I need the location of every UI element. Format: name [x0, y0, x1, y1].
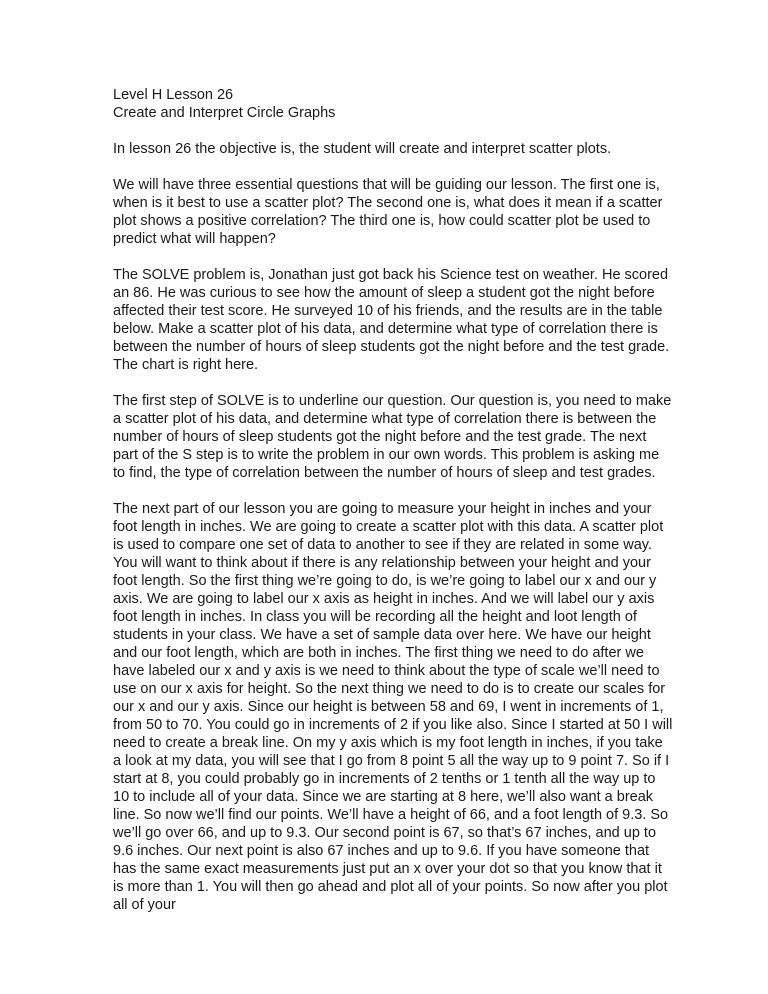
- lesson-title: Level H Lesson 26: [113, 87, 234, 103]
- paragraph-objective: In lesson 26 the objective is, the student will create and interpret scatter plots.: [113, 141, 612, 157]
- paragraph-solve-problem: The SOLVE problem is, Jonathan just got back his Science test on weather. He scored an 86. He was curious to see how the amount of sleep a student got the night before affected their test score. He surveyed 10 of his friends, and the results are in the table below. Make a scatter plot of his data, and determine what type of correlation there is between the number of hours of sleep students got the night before and the test grade. The chart is right here.: [113, 267, 670, 373]
- paragraph-essential-questions: We will have three essential questions that will be guiding our lesson. The first one is, when is it best to use a scatter plot? The second one is, what does it mean if a scatter plot shows a positive correlation? The third one is, how could scatter plot be used to predict what will happen?: [113, 177, 663, 247]
- paragraph-scatter-plot-activity: The next part of our lesson you are going to measure your height in inches and your foot length in inches. We are going to create a scatter plot with this data. A scatter plot is used to compare one set of data to another to see if they are related in some way. You will want to think about if there is any relationship between your height and your foot length. So the first thing we’re going to do, is we’re going to label our x and our y axis. We are going to label our x axis as height in inches. And we will label our y axis foot length in inches. In class you will be recording all the height and loot length of students in your class. We have a set of sample data over here. We have our height and our foot length, which are both in inches. The first thing we need to do after we have labeled our x and y axis is we need to think about the type of scale we’ll need to use on our x axis for height. So the next thing we need to do is to create our scales for our x and our y axis. Since our height is between 58 and 69, I went in increments of 1, from 50 to 70. You could go in increments of 2 if you like also. Since I started at 50 I will need to create a break line. On my y axis which is my foot length in inches, if you take a look at my data, you will see that I go from 8 point 5 all the way up to 9 point 7. So if I start at 8, you could probably go in increments of 2 tenths or 1 tenth all the way up to 10 to include all of your data. Since we are starting at 8 here, we’ll also want a break line. So now we’ll find our points. We’ll have a height of 66, and a foot length of 9.3. So we’ll go over 66, and up to 9.3. Our second point is 67, so that’s 67 inches, and up to 9.6 inches. Our next point is also 67 inches and up to 9.6. If you have someone that has the same exact measurements just put an x over your dot so that you know that it is more than 1. You will then go ahead and plot all of your points. So now after you plot all of your: [113, 501, 673, 913]
- document-header: [113, 86, 673, 122]
- lesson-subtitle: Create and Interpret Circle Graphs: [113, 105, 336, 121]
- document-page: [113, 86, 673, 914]
- paragraph-solve-first-step: The first step of SOLVE is to underline our question. Our question is, you need to make a scatter plot of his data, and determine what type of correlation there is between the number of hours of sleep students got the night before and the test grade. The next part of the S step is to write the problem in our own words. This problem is asking me to find, the type of correlation between the number of hours of sleep and test grades.: [113, 393, 672, 481]
